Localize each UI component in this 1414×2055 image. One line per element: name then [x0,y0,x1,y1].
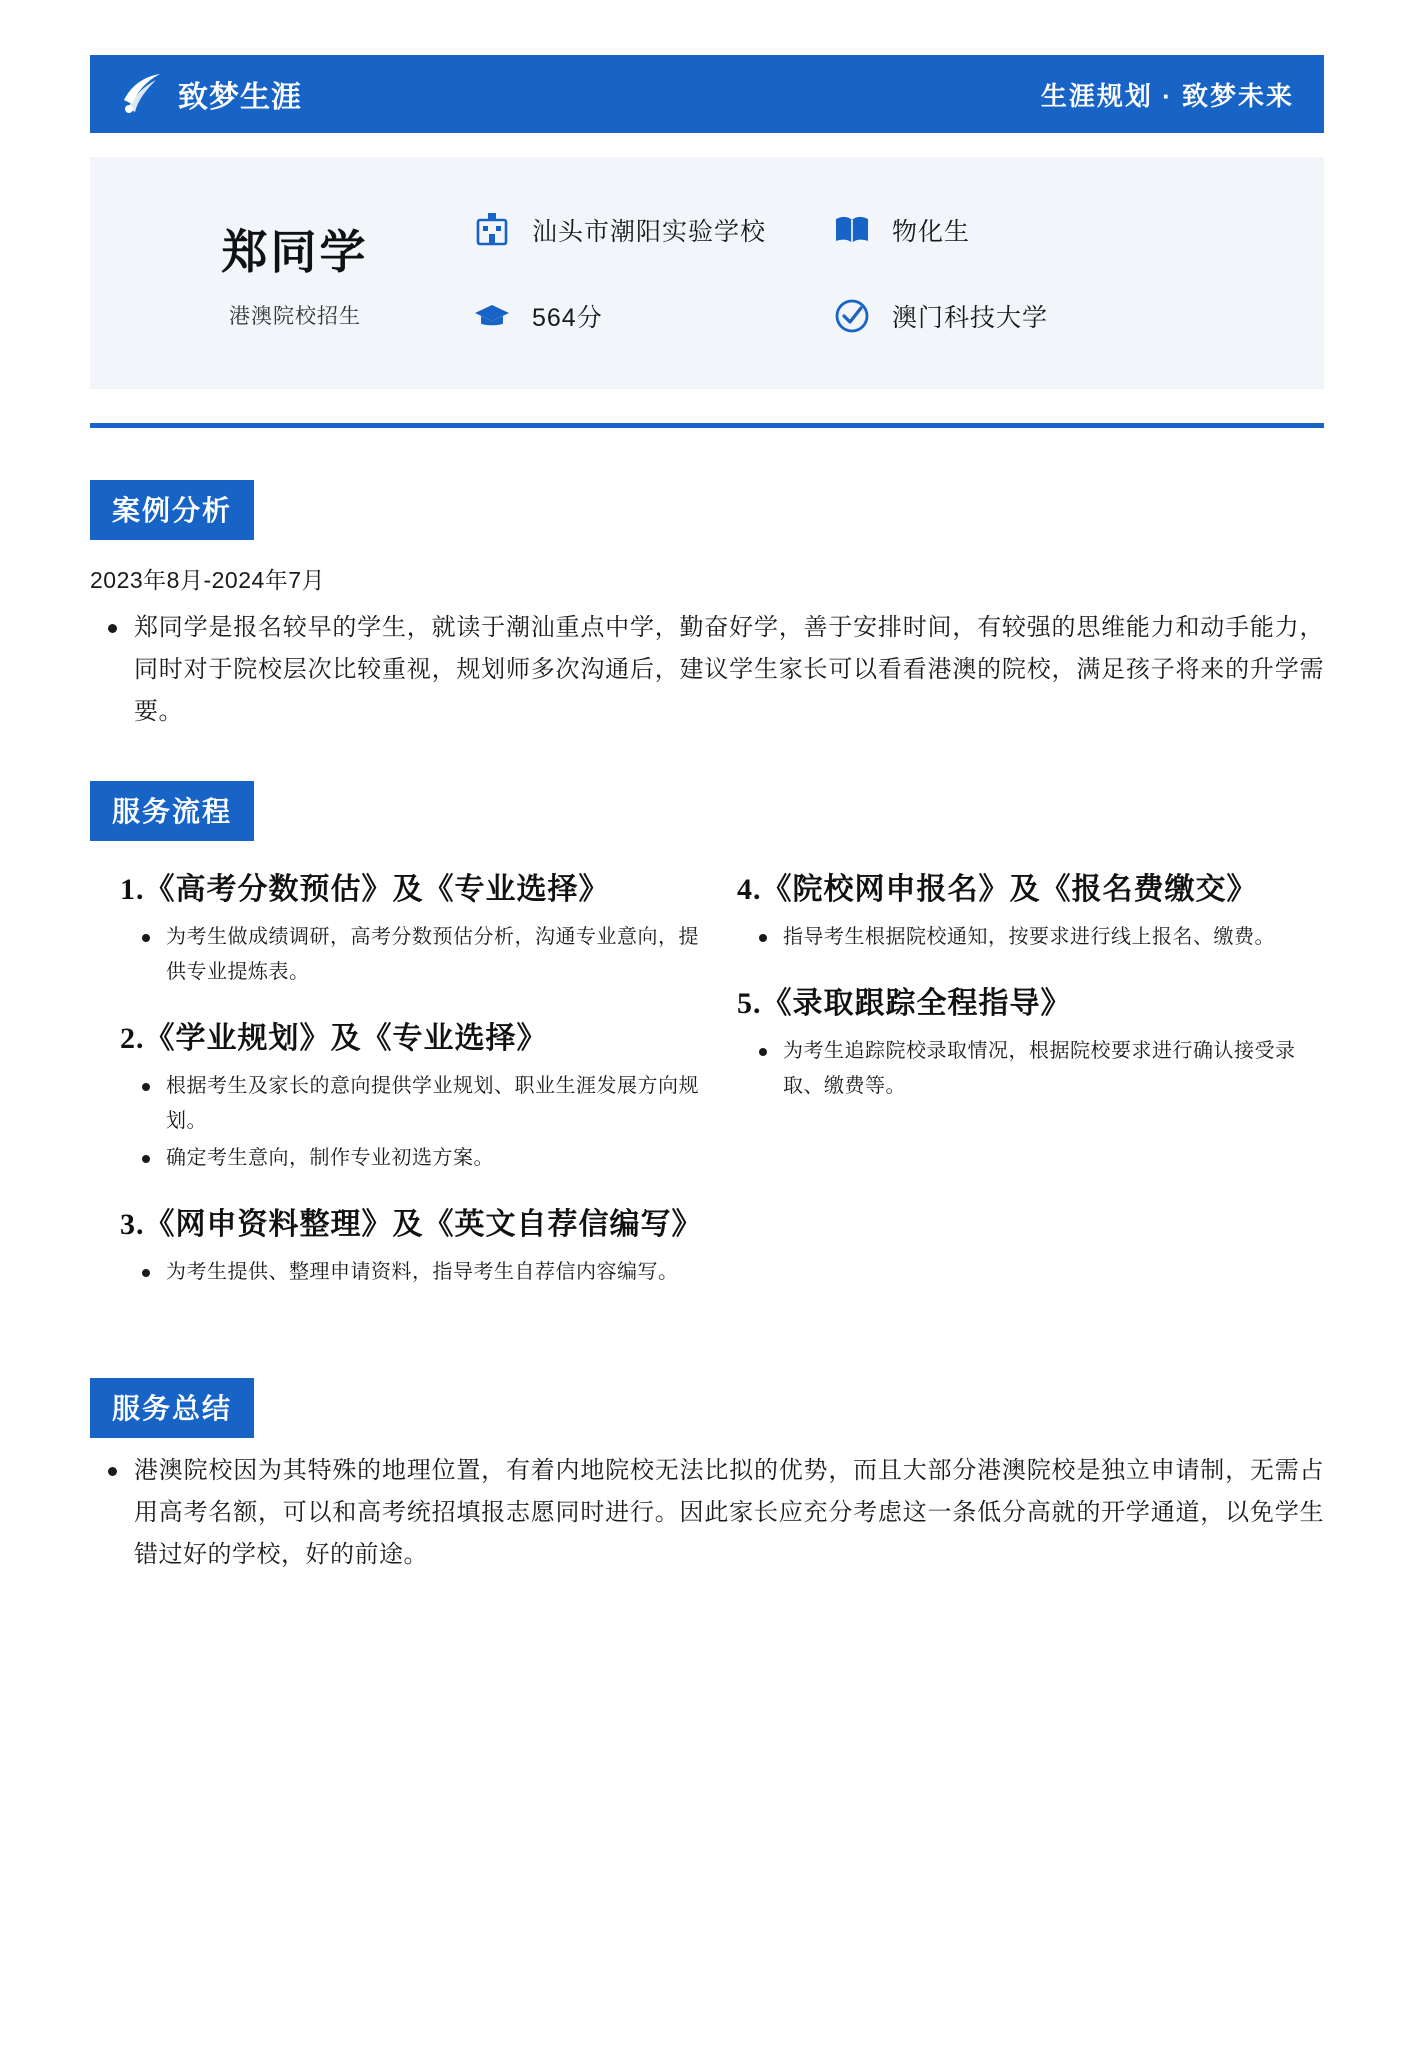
book-icon [830,208,874,252]
summary-bullet-list [90,1450,1324,1576]
student-category: 港澳院校招生 [229,305,361,328]
brand [118,70,302,118]
student-details [460,208,1284,338]
subjects: 物化生 [892,218,971,246]
flow-item-points [120,1069,707,1176]
flow-item [120,1016,707,1176]
flow-item-title: 2.《学业规划》及《专业选择》 [120,1022,548,1055]
flow-item [737,981,1324,1104]
flow-item-title: 1.《高考分数预估》及《专业选择》 [120,873,610,906]
case-date-range: 2023年8月-2024年7月 [90,567,326,593]
case-bullet-list [90,607,1324,733]
flow-item-title: 5.《录取跟踪全程指导》 [737,987,1072,1020]
detail-school [470,208,830,252]
header-slogan: 生涯规划 · 致梦未来 [1040,80,1294,111]
list-item: 为考生做成绩调研，高考分数预估分析，沟通专业意向，提供专业提炼表。 [166,920,707,990]
flow-item-points [737,920,1324,955]
page-header [90,55,1324,133]
flow-item-title: 4.《院校网申报名》及《报名费缴交》 [737,873,1258,906]
list-item: 为考生提供、整理申请资料，指导考生自荐信内容编写。 [166,1255,707,1290]
document-page [0,55,1414,2055]
brand-logo-icon [118,70,166,118]
section-service-summary [90,1378,1324,1576]
flow-column-right [737,867,1324,1316]
detail-university [830,294,1284,338]
detail-score [470,294,830,338]
flow-item [737,867,1324,955]
case-analysis-title: 案例分析 [90,480,254,540]
flow-column-left [120,867,707,1316]
service-flow-title: 服务流程 [90,781,254,841]
section-case-analysis [90,480,1324,733]
flow-item-points [120,1255,707,1290]
student-info-card [90,157,1324,389]
student-name: 郑同学 [221,226,369,278]
section-divider [90,423,1324,428]
graduation-cap-icon [470,294,514,338]
list-item: 根据考生及家长的意向提供学业规划、职业生涯发展方向规划。 [166,1069,707,1139]
detail-subjects [830,208,1284,252]
list-item: 港澳院校因为其特殊的地理位置，有着内地院校无法比拟的优势，而且大部分港澳院校是独立申请制，无需占用高考名额，可以和高考统招填报志愿同时进行。因此家长应充分考虑这一条低分高就的开学通道，以免学生错过好的学校，好的前途。 [134,1450,1324,1576]
flow-columns [90,867,1324,1316]
flow-item [120,867,707,990]
brand-name: 致梦生涯 [178,81,302,114]
flow-item-points [120,920,707,990]
student-identity [130,216,460,330]
flow-item-points [737,1034,1324,1104]
university-name: 澳门科技大学 [892,304,1049,332]
section-service-flow [90,781,1324,1316]
score: 564分 [532,304,603,332]
school-name: 汕头市潮阳实验学校 [532,218,767,246]
service-summary-title: 服务总结 [90,1378,254,1438]
list-item: 为考生追踪院校录取情况，根据院校要求进行确认接受录取、缴费等。 [783,1034,1324,1104]
list-item: 郑同学是报名较早的学生，就读于潮汕重点中学，勤奋好学，善于安排时间，有较强的思维能力和动手能力，同时对于院校层次比较重视，规划师多次沟通后，建议学生家长可以看看港澳的院校，满足孩子将来的升学需要。 [134,607,1324,733]
list-item: 指导考生根据院校通知，按要求进行线上报名、缴费。 [783,920,1324,955]
flow-item-title: 3.《网申资料整理》及《英文自荐信编写》 [120,1208,703,1241]
list-item: 确定考生意向，制作专业初选方案。 [166,1141,707,1176]
check-circle-icon [830,294,874,338]
school-building-icon [470,208,514,252]
flow-item [120,1202,707,1290]
